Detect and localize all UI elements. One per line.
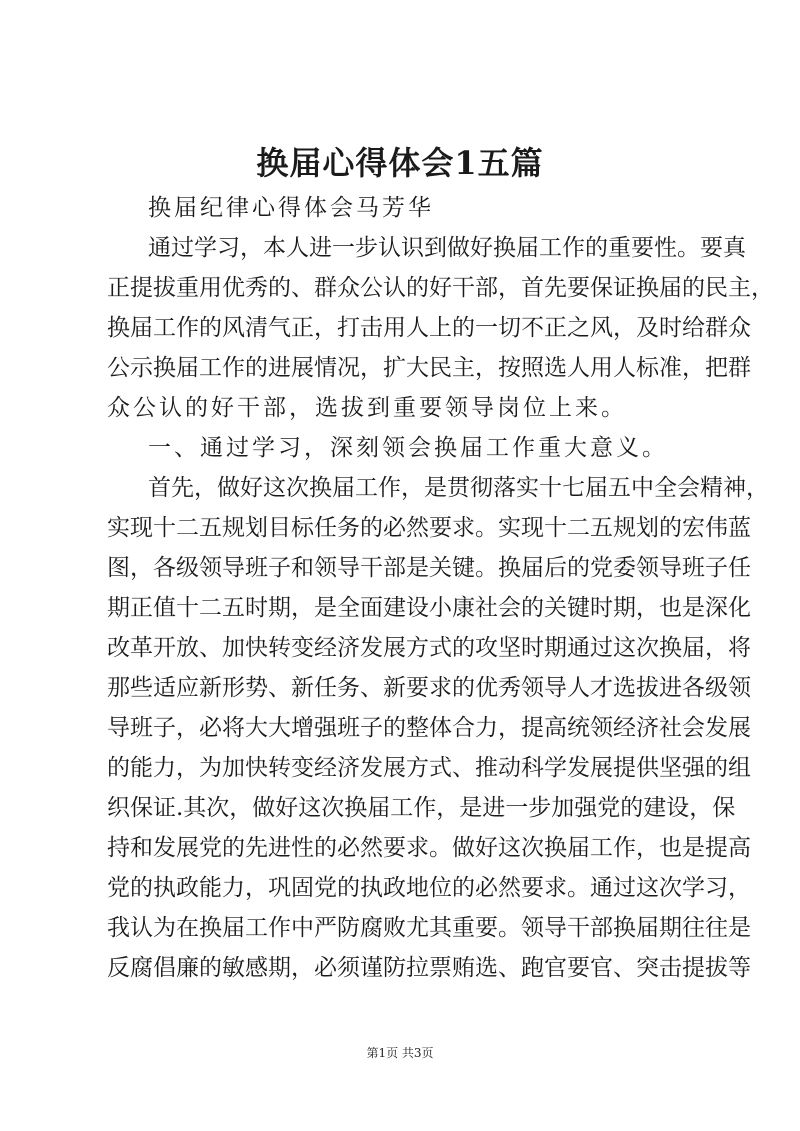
paragraph-line: 的能力，为加快转变经济发展方式、推动科学发展提供坚强的组 (107, 755, 751, 781)
paragraph-line: 正提拔重用优秀的、群众公认的好干部，首先要保证换届的民主， (107, 275, 774, 301)
paragraph-line: 众公认的好干部，选拔到重要领导岗位上来。 (107, 395, 627, 421)
paragraph-line: 导班子，必将大大增强班子的整体合力，提高统领经济社会发展 (107, 715, 751, 741)
paragraph-line: 织保证.其次，做好这次换届工作，是进一步加强党的建设，保 (107, 795, 736, 821)
paragraph-line: 那些适应新形势、新任务、新要求的优秀领导人才选拔进各级领 (107, 675, 751, 701)
page-number: 第1页 共3页 (366, 1046, 434, 1060)
section-heading: 一、通过学习，深刻领会换届工作重大意义。 (148, 435, 668, 461)
paragraph-line: 我认为在换届工作中严防腐败尤其重要。领导干部换届期往往是 (107, 915, 751, 941)
paragraph-line: 首先，做好这次换届工作，是贯彻落实十七届五中全会精神， (148, 475, 769, 501)
paragraph-line: 改革开放、加快转变经济发展方式的攻坚时期通过这次换届，将 (107, 635, 751, 661)
paragraph-line: 反腐倡廉的敏感期，必须谨防拉票贿选、跑官要官、突击提拔等 (107, 955, 751, 981)
paragraph-line: 期正值十二五时期，是全面建设小康社会的关键时期，也是深化 (107, 595, 751, 621)
document-body (107, 188, 774, 988)
paragraph-line: 党的执政能力，巩固党的执政地位的必然要求。通过这次学习， (107, 875, 751, 901)
paragraph-line: 图，各级领导班子和领导干部是关键。换届后的党委领导班子任 (107, 555, 751, 581)
paragraph-line: 公示换届工作的进展情况，扩大民主，按照选人用人标准，把群 (107, 355, 751, 381)
paragraph-line: 换届工作的风清气正，打击用人上的一切不正之风，及时给群众 (107, 315, 751, 341)
subtitle-line: 换届纪律心得体会马芳华 (148, 195, 434, 221)
paragraph-line: 实现十二五规划目标任务的必然要求。实现十二五规划的宏伟蓝 (107, 515, 751, 541)
paragraph-line: 持和发展党的先进性的必然要求。做好这次换届工作，也是提高 (107, 835, 751, 861)
document-title: 换届心得体会1五篇 (256, 144, 544, 182)
paragraph-line: 通过学习，本人进一步认识到做好换届工作的重要性。要真 (148, 235, 746, 261)
